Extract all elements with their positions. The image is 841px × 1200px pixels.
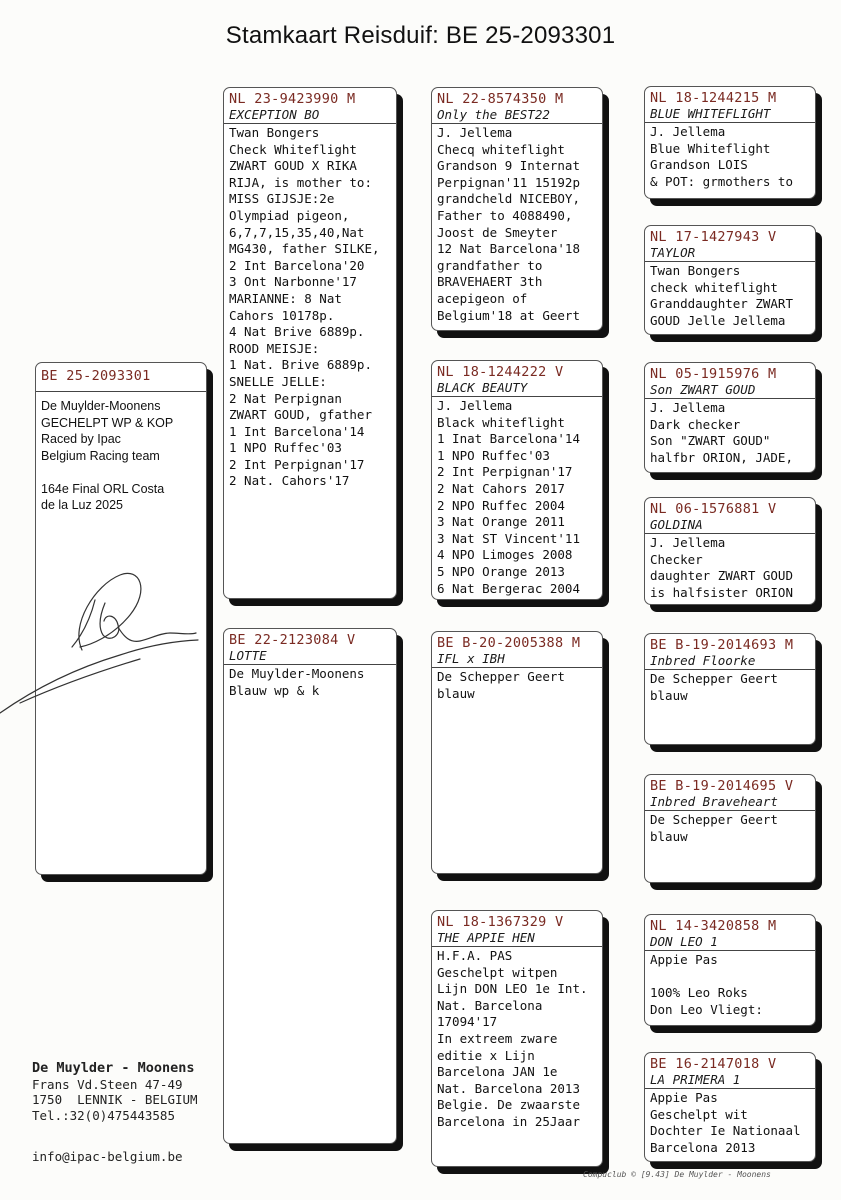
ring-number: BE 16-2147018 V: [650, 1056, 777, 1072]
mother-card: [223, 628, 397, 1144]
ring-number: BE B-19-2014693 M: [650, 637, 794, 653]
page-title: Stamkaart Reisduif: BE 25-2093301: [225, 22, 616, 49]
phone-number: Tel.:32(0)475443585: [32, 1107, 175, 1123]
pigeon-name: BLACK BEAUTY: [432, 381, 602, 397]
great-grandparent-card-2: [644, 225, 816, 335]
pigeon-name: Only the BEST22: [432, 108, 602, 124]
ring-number: BE B-20-2005388 M: [437, 635, 581, 651]
pigeon-name: Inbred Braveheart: [645, 795, 815, 811]
paternal-grandmother-card: [431, 360, 603, 600]
great-grandparent-card-6: [644, 774, 816, 883]
great-grandparent-card-7: [644, 914, 816, 1026]
great-grandparent-card-5: [644, 633, 816, 745]
pigeon-name: DON LEO 1: [645, 935, 815, 951]
subject-details: De Muylder-Moonens GECHELPT WP & KOP Raced by Ipac Belgium Racing team 164e Final ORL Costa de la Luz 2025: [41, 399, 174, 512]
pigeon-name: IFL x IBH: [432, 652, 602, 668]
pigeon-name: TAYLOR: [645, 246, 815, 262]
pigeon-name: LA PRIMERA 1: [645, 1073, 815, 1089]
paternal-grandfather-card: [431, 87, 603, 331]
subject-ring-number: BE 25-2093301: [36, 366, 206, 392]
ring-number: NL 23-9423990 M: [229, 91, 356, 107]
ring-number: NL 18-1244215 M: [650, 90, 777, 106]
pigeon-name: Son ZWART GOUD: [645, 383, 815, 399]
email-address: info@ipac-belgium.be: [32, 1149, 183, 1164]
pigeon-details: Appie Pas 100% Leo Roks Don Leo Vliegt:: [650, 952, 763, 1017]
pigeon-details: De Schepper Geert blauw: [437, 669, 565, 701]
ring-number: NL 06-1576881 V: [650, 501, 777, 517]
ring-number: NL 18-1367329 V: [437, 914, 564, 930]
pigeon-details: J. Jellema Checq whiteflight Grandson 9 Internat Perpignan'11 15192p grandcheld NICEBOY, Father to 4088490, Joost de Smeyter 12 Nat Barcelona'18 grandfather to BRAVEHAERT 3th acepigeon of Belgium'18 at Geert: [437, 125, 580, 323]
pigeon-details: De Schepper Geert blauw: [650, 812, 778, 844]
pigeon-details: J. Jellema Black whiteflight 1 Inat Barcelona'14 1 NPO Ruffec'03 2 Int Perpignan'17 2 Nat Cahors 2017 2 NPO Ruffec 2004 3 Nat Orange 2011 3 Nat ST Vincent'11 4 NPO Limoges 2008 5 NPO Orange 2013 6 Nat Bergerac 2004: [437, 398, 580, 596]
great-grandparent-card-1: [644, 86, 816, 199]
great-grandparent-card-3: [644, 362, 816, 473]
pigeon-name: GOLDINA: [645, 518, 815, 534]
pigeon-details: De Schepper Geert blauw: [650, 671, 778, 703]
pigeon-details: Twan Bongers Check Whiteflight ZWART GOUD X RIKA RIJA, is mother to: MISS GIJSJE:2e Olympiad pigeon, 6,7,7,15,35,40,Nat MG430, father SILKE, 2 Int Barcelona'20 3 Ont Narbonne'17 MARIANNE: 8 Nat Cahors 10178p. 4 Nat Brive 6889p. ROOD MEISJE: 1 Nat. Brive 6889p. SNELLE JELLE: 2 Nat Perpignan ZWART GOUD, gfather 1 Int Barcelona'14 1 NPO Ruffec'03 2 Int Perpignan'17 2 Nat. Cahors'17: [229, 125, 380, 489]
copyright-text: Compuclub © [9.43] De Muylder - Moonens: [583, 1170, 771, 1179]
ring-number: NL 22-8574350 M: [437, 91, 564, 107]
ring-number: BE B-19-2014695 V: [650, 778, 794, 794]
breeder-name: De Muylder - Moonens: [32, 1060, 195, 1076]
pigeon-details: J. Jellema Blue Whiteflight Grandson LOIS & POT: grmothers to: [650, 124, 793, 189]
pigeon-details: De Muylder-Moonens Blauw wp & k: [229, 666, 365, 698]
pigeon-name: BLUE WHITEFLIGHT: [645, 107, 815, 123]
maternal-grandfather-card: [431, 631, 603, 874]
pigeon-name: THE APPIE HEN: [432, 931, 602, 947]
pigeon-name: LOTTE: [224, 649, 396, 665]
great-grandparent-card-4: [644, 497, 816, 605]
signature-image: [0, 545, 210, 715]
address-line-1: Frans Vd.Steen 47-49: [32, 1076, 183, 1092]
pigeon-details: H.F.A. PAS Geschelpt witpen Lijn DON LEO 1e Int. Nat. Barcelona 17094'17 In extreem zware editie x Lijn Barcelona JAN 1e Nat. Barcelona 2013 Belgie. De zwaarste Barcelona in 25Jaar: [437, 948, 588, 1129]
ring-number: NL 18-1244222 V: [437, 364, 564, 380]
pigeon-name: EXCEPTION BO: [224, 108, 396, 124]
pigeon-details: Twan Bongers check whiteflight Granddaughter ZWART GOUD Jelle Jellema: [650, 263, 793, 328]
ring-number: NL 14-3420858 M: [650, 918, 777, 934]
pigeon-details: J. Jellema Dark checker Son "ZWART GOUD" halfbr ORION, JADE,: [650, 400, 793, 465]
maternal-grandmother-card: [431, 910, 603, 1167]
great-grandparent-card-8: [644, 1052, 816, 1162]
breeder-address-block: [32, 1060, 198, 1123]
pigeon-details: Appie Pas Geschelpt wit Dochter Ie Nationaal Barcelona 2013: [650, 1090, 801, 1155]
father-card: [223, 87, 397, 599]
ring-number: NL 05-1915976 M: [650, 366, 777, 382]
ring-number: NL 17-1427943 V: [650, 229, 777, 245]
pigeon-name: Inbred Floorke: [645, 654, 815, 670]
ring-number: BE 22-2123084 V: [229, 632, 356, 648]
pigeon-details: J. Jellema Checker daughter ZWART GOUD is halfsister ORION: [650, 535, 793, 600]
address-line-2: 1750 LENNIK - BELGIUM: [32, 1092, 198, 1107]
